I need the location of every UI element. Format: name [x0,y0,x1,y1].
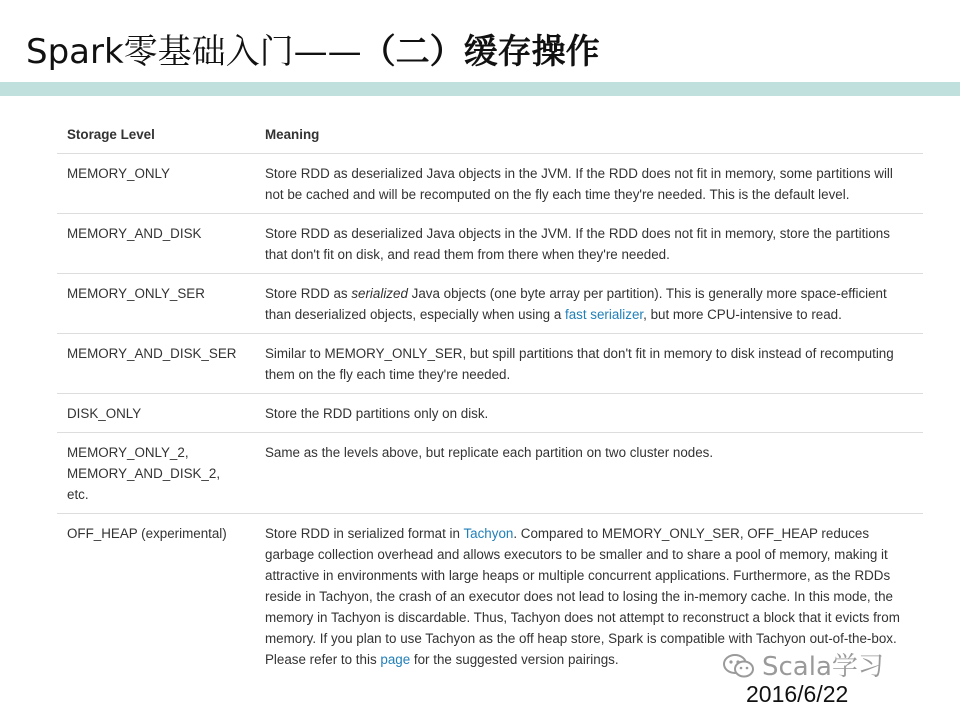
meaning-cell: Store the RDD partitions only on disk. [255,394,923,433]
fast-serializer-link[interactable]: fast serializer [564,307,644,322]
meaning-text: , but more CPU-intensive to read. [643,307,842,322]
level-line: MEMORY_ONLY_2, [67,445,189,460]
level-cell: MEMORY_AND_DISK_SER [57,334,255,394]
table-row [57,274,923,334]
level-cell: MEMORY_ONLY_SER [57,274,255,334]
table-row [57,214,923,274]
slide-date: 2016/6/22 [746,681,849,707]
level-cell: MEMORY_AND_DISK [57,214,255,274]
meaning-emphasis: serialized [351,286,408,301]
meaning-text: Store RDD as [265,286,352,301]
table-row [57,154,923,214]
table-row [57,394,923,433]
meaning-cell: Store RDD as deserialized Java objects in the JVM. If the RDD does not fit in memory, store the partitions that don't fit on disk, and read them from there when they're needed. [255,214,923,274]
meaning-cell: Store RDD as deserialized Java objects in the JVM. If the RDD does not fit in memory, some partitions will not be cached and will be recomputed on the fly each time they're needed. This is the default level. [255,154,923,214]
meaning-cell [255,274,923,334]
header-storage-level: Storage Level [57,116,255,154]
slide-title-bold: （二）缓存操作 [361,32,600,72]
level-cell: MEMORY_ONLY [57,154,255,214]
level-cell [57,433,255,514]
storage-level-table [57,116,923,678]
table-row [57,334,923,394]
meaning-text: Store RDD in serialized format in [265,526,464,541]
slide-title [26,24,600,80]
watermark-text: Scala学习 [762,652,884,682]
meaning-text: for the suggested version pairings. [410,652,619,667]
wechat-icon [722,653,756,679]
title-accent-bar [0,82,960,96]
meaning-text: . Compared to MEMORY_ONLY_SER, OFF_HEAP reduces garbage collection overhead and allows executors to be smaller and to share a pool of memory, making it attractive in environments with large heaps or multiple concurrent applications. Furthermore, as the RDDs reside in Tachyon, the crash of an executor does not lead to losing the in-memory cache. In this mode, the memory in Tachyon is discardable. Thus, Tachyon does not attempt to reconstruct a block that it evicts from memory. If you plan to use Tachyon as the off heap store, Spark is compatible with Tachyon out-of-the-box. Please refer to this [265,526,900,667]
level-line: MEMORY_AND_DISK_2, etc. [67,466,221,502]
header-meaning: Meaning [255,116,923,154]
table-header-row [57,116,923,154]
meaning-cell: Similar to MEMORY_ONLY_SER, but spill partitions that don't fit in memory to disk instead of recomputing them on the fly each time they're needed. [255,334,923,394]
tachyon-link[interactable]: Tachyon [463,526,514,541]
level-cell: OFF_HEAP (experimental) [57,514,255,679]
slide-title-prefix: Spark零基础入门—— [26,32,362,72]
page-link[interactable]: page [380,652,411,667]
level-cell: DISK_ONLY [57,394,255,433]
meaning-text: Java objects (one byte array per partition). This is generally more space-efficient than deserialized objects, especially when using a [265,286,887,322]
meaning-cell: Same as the levels above, but replicate each partition on two cluster nodes. [255,433,923,514]
table-row [57,433,923,514]
